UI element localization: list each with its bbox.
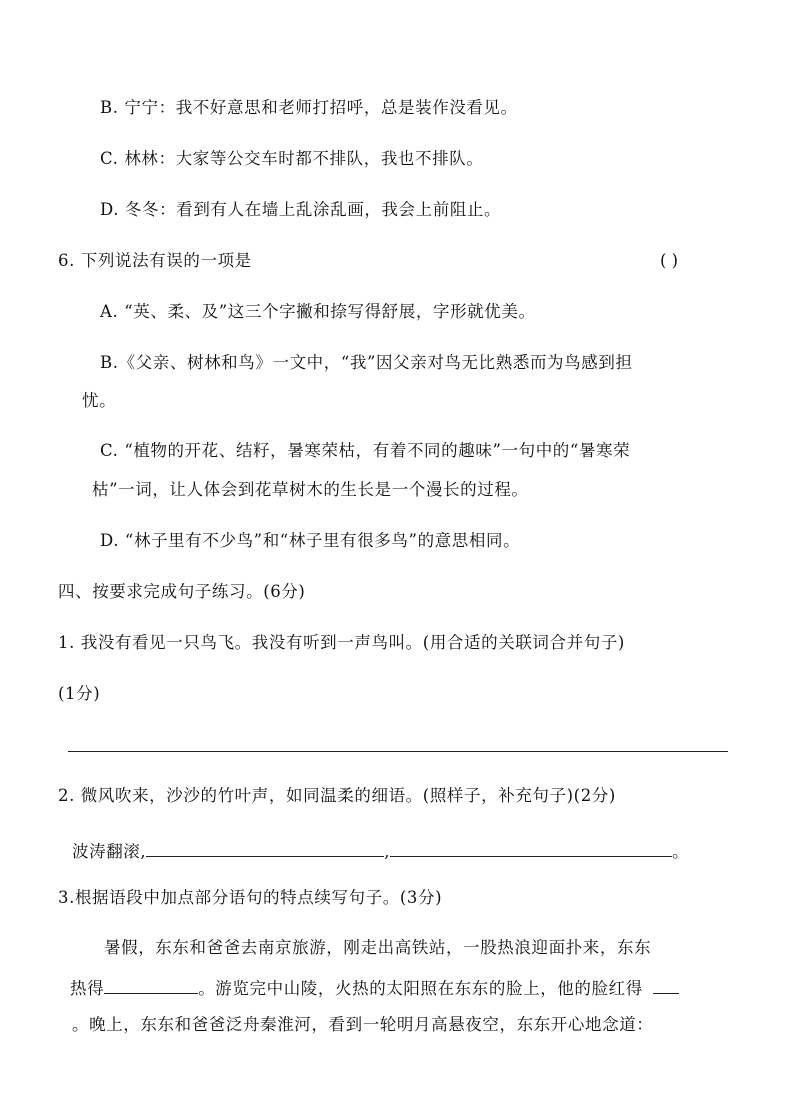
q6-option-d: D. “林子里有不少鸟”和“林子里有很多鸟”的意思相同。 — [100, 531, 521, 550]
s4-q2-fill-line — [72, 838, 689, 863]
section-4-heading: 四、按要求完成句子练习。(6分) — [58, 582, 306, 601]
q6-option-b-line1: B.《父亲、树林和鸟》一文中，“我”因父亲对鸟无比熟悉而为鸟感到担 — [100, 353, 633, 372]
s4-q2-end: 。 — [672, 842, 690, 861]
s4-q2: 2. 微风吹来，沙沙的竹叶声，如同温柔的细语。(照样子，补充句子)(2分) — [58, 786, 616, 805]
s4-q3-passage-line3: 。晚上，东东和爸爸泛舟秦淮河，看到一轮明月高悬夜空，东东开心地念道： — [72, 1015, 654, 1034]
s4-q3-blank-1[interactable] — [104, 975, 198, 994]
s4-q3-blank-2[interactable] — [653, 975, 679, 994]
q5-option-c: C. 林林：大家等公交车时都不排队，我也不排队。 — [100, 149, 484, 168]
s4-q3-passage-line1: 暑假，东东和爸爸去南京旅游，刚走出高铁站，一股热浪迎面扑来，东东 — [104, 938, 652, 957]
q6-option-c-line1: C. “植物的开花、结籽，暑寒荣枯，有着不同的趣味”一句中的“暑寒荣 — [100, 441, 631, 460]
s4-q3-line2-mid: 。游览完中山陵，火热的太阳照在东东的脸上，他的脸红得 — [198, 979, 643, 998]
q6-option-c-line2: 枯”一词，让人体会到花草树木的生长是一个漫长的过程。 — [92, 480, 529, 499]
s4-q2-blank-1[interactable] — [146, 838, 384, 857]
q6-option-a: A. “英、柔、及”这三个字撇和捺写得舒展，字形就优美。 — [100, 302, 536, 321]
s4-q3-passage-line2 — [70, 975, 679, 1000]
s4-q1-line1: 1. 我没有看见一只鸟飞。我没有听到一声鸟叫。(用合适的关联词合并句子) — [58, 633, 625, 652]
s4-q2-blank-2[interactable] — [390, 838, 672, 857]
s4-q1-answer-line[interactable] — [68, 751, 728, 752]
q6-option-b-line2: 忧。 — [82, 391, 117, 410]
s4-q1-line2: (1分) — [58, 684, 101, 703]
s4-q3: 3.根据语段中加点部分语句的特点续写句子。(3分) — [58, 888, 443, 907]
q5-option-d: D. 冬冬：看到有人在墙上乱涂乱画，我会上前阻止。 — [100, 200, 502, 219]
s4-q2-comma: , — [384, 842, 391, 861]
q6-stem: 6. 下列说法有误的一项是 — [58, 251, 252, 270]
s4-q3-line2-start: 热得 — [70, 979, 105, 998]
q5-option-b: B. 宁宁：我不好意思和老师打招呼，总是装作没看见。 — [100, 98, 518, 117]
q6-answer-paren: ( ) — [660, 251, 679, 270]
s4-q2-prefix: 波涛翻滚, — [72, 842, 147, 861]
